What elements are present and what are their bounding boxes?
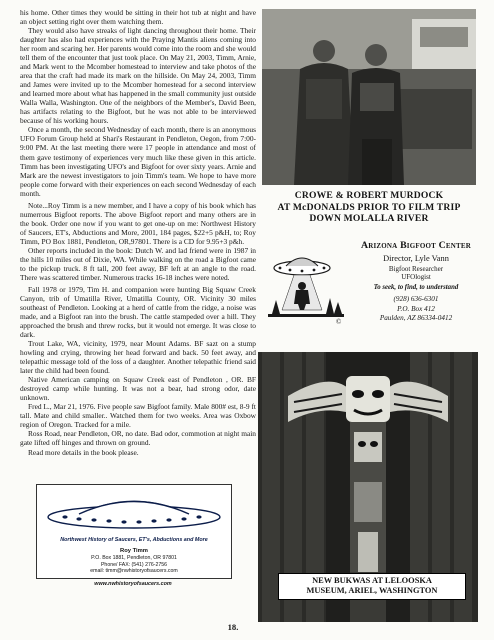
caption-line: NEW BUKWAS AT LELOOSKA — [312, 576, 432, 585]
book-advertisement — [36, 484, 232, 579]
center-po-box: P.O. Box 412 — [397, 304, 435, 313]
caption-line: AT McDONALDS PRIOR TO FILM TRIP — [277, 201, 461, 213]
center-address — [352, 295, 480, 324]
page-number: 18. — [227, 622, 239, 632]
article-paragraph: Fred L., Mar 21, 1976. Five people saw Bigfoot family. Male 800# est, 8-9 ft tall. Mate and child smaller.. Watched them for two weeks. Area was Oxbow region of Oregon. Tracked for a mile. — [20, 402, 256, 430]
article-paragraph: Read more details in the book please. — [28, 447, 139, 457]
article-paragraph: Fall 1978 or 1979, Tim H. and companion were hunting Big Squaw Creek Canyon, trib of Umatilla River, Umatilla County, OR. Vicinity 30 miles southeast of Pendleton. Looking at a herd of cattle from the ridge, a noise was made, and a Bigfoot ran into the brush. The cattle stampeded over a hill. They approached the brush and threw rocks, but it would not emerge. It was close to dark. — [20, 284, 256, 340]
caption-line: MUSEUM, ARIEL, WASHINGTON — [306, 586, 438, 596]
totem-photo-caption — [278, 573, 466, 600]
author-email: email: timm@nwhistoryofsaucers.com — [90, 568, 178, 575]
murdock-photo — [262, 9, 476, 185]
flying-saucer-illustration — [37, 487, 231, 541]
caption-line: CROWE & ROBERT MURDOCK — [294, 190, 444, 201]
author-contact — [37, 548, 231, 575]
author-name: Roy Timm — [120, 548, 148, 554]
article-paragraph: Once a month, the second Wednesday of each month, there is an anonymous UFO Forum Group held at Shari's Restaurant in Pendleton, Oegon, from 7:00-9:00 PM. At the last meeting there were 17 people in attendance and most of them gave testimony of experiences very much like these given in this article. Timm has been investigating UFO's and Bigfoot for over sixty years. Arnie and Mark are the newest investigators to join Timm's team. We hope to have more people come forward with their experiences on each second Wednesday of each month. — [20, 125, 256, 198]
center-name: Arizona Bigfoot Center — [360, 240, 472, 251]
murdock-photo-caption — [262, 190, 476, 225]
article-column — [20, 8, 256, 463]
article-paragraph: Note...Roy Timm is a new member, and I have a copy of his book which has numerrous Bigfoot reports. The above Bigfoot report and many others are in the book. Order one now if you want to get one-up on me: Northwest History of Saucers, ET's, Abductions and More, 2001, 184 pages, $22+5 p&H, to; Roy Timm, PO Box 1881, Pendleton, OR,97801. There is a CD for 9.95+3 p&h. — [20, 200, 256, 246]
article-paragraph: They would also have streaks of light dancing throughout their home. Their daughter has also had experiences with the Praying Mantis aliens coming into her room and scaring her. Her parents would come into the room and she would tell them of the encounter that just took place. On May 21, 2003, Timm, Arnie, and Mark went to the Mcomber homestead to interview and take photos of the area that the craft had made its mark on the hillside. On May 24, 2003, Timm and James were invited up to the Mcomber homestead for a second interview and learned more about what has happened in the small community just outside Walla Walla, Washington. One of the neighbors of the Member's, David Been, has artifacts relating to the Bigfoot, but he was not able to be interviewed because of his working hours. — [20, 26, 256, 126]
caption-line: DOWN MOLALLA RIVER — [309, 213, 429, 225]
role-line: Bigfoot Researcher — [388, 265, 444, 273]
article-paragraph: his home. Other times they would be sitting in their hot tub at night and have an object setting right over them watching them. — [20, 8, 256, 27]
author-phone: Phone/ FAX: (541) 276-2756 — [100, 561, 168, 568]
bigfoot-center-info — [352, 240, 480, 324]
book-website: www.nwhistoryofsaucers.com — [94, 581, 172, 587]
director-name: Director, Lyle Vann — [383, 254, 449, 263]
bigfoot-ufo-logo — [266, 248, 348, 326]
book-title: Northwest History of Saucers, ET's, Abductions and More — [60, 537, 208, 543]
author-address: P.O. Box 1881, Pendleton, OR 97801 — [91, 555, 177, 562]
article-paragraph: Other reports included in the book: Dutch W. and lad friend were in 1987 in the hills 10 miles out of Dixie, WA. While walking on the road a Bigfoot came to the pickup truck. 8 ft tall, 200 feet away, BF left at an angle to the road. There was scattered timber. Numerous tracks 16-18 inches were noted. — [20, 245, 256, 282]
role-line: UFOlogist — [401, 273, 431, 282]
article-paragraph: Native American camping on Squaw Creek east of Pendleton , OR. BF destroyed camp while hunting. It was not a bear, had strong odor, date unknown. — [20, 375, 256, 403]
copyright-mark: © — [336, 318, 342, 326]
director-role — [352, 265, 480, 282]
center-motto: To seek, to find, to understand — [373, 283, 459, 291]
center-phone: (928) 636-6301 — [393, 294, 439, 303]
article-paragraph: Ross Road, near Pendleton, OR, no date. Bad odor, commotion at night main gate lifted off hinges and thrown on ground. — [20, 429, 256, 448]
center-city: Paulden, AZ 86334-0412 — [379, 314, 453, 323]
article-paragraph: Trout Lake, WA, vicinity, 1979, near Mount Adams. BF sazt on a stump howling and crying, throwing her head forward and back. 50 feet away, and telepathic message told of the loss of a daughter. Another telepathic friend said later the child had been found. — [20, 339, 256, 376]
